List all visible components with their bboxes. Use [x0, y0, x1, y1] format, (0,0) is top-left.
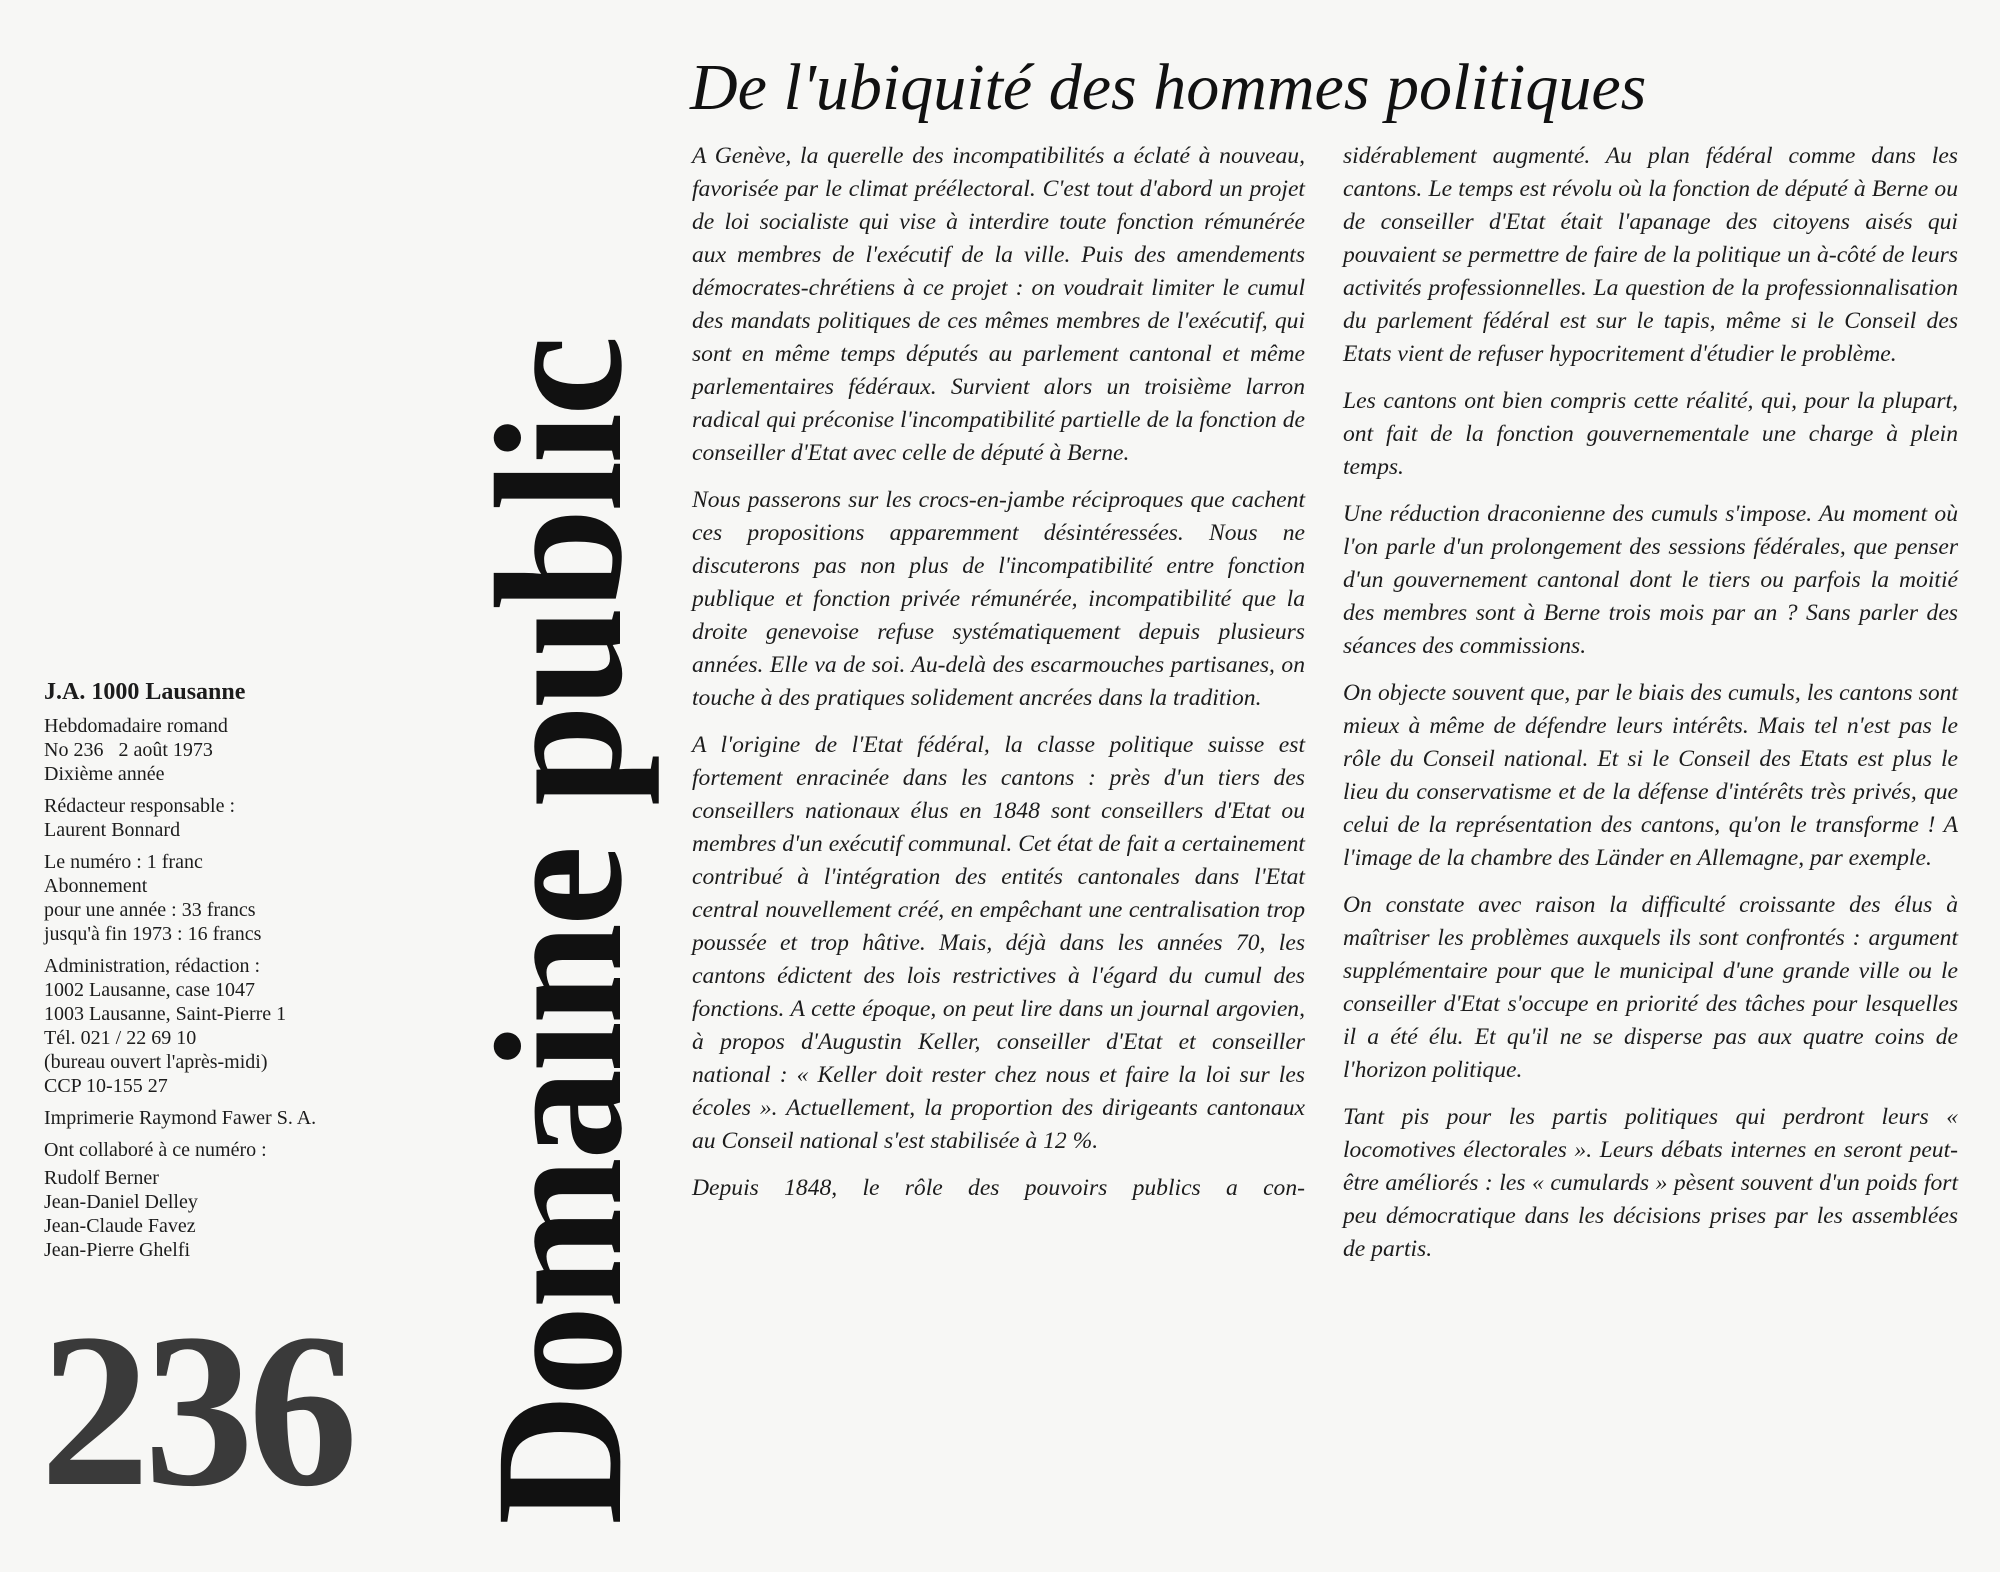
article-paragraph: On objecte souvent que, par le biais des cumuls, les cantons sont mieux à même de défendre leurs intérêts. Mais tel n'est pas le rôle du Conseil national. Et si le Conseil des Etats est plus le lieu du conservatisme et de la défense d'intérêts très privés, que celui de la représentation des cantons, qu'on le transforme ! A l'image de la chambre des Länder en Allemagne, par exemple. [1343, 680, 1958, 871]
printer-line: Imprimerie Raymond Fawer S. A. [44, 1107, 317, 1129]
contributor-name: Jean-Claude Favez [44, 1215, 196, 1237]
hours-line: (bureau ouvert l'après-midi) [44, 1051, 268, 1073]
phone-line: Tél. 021 / 22 69 10 [44, 1027, 197, 1049]
article-paragraph: On constate avec raison la difficulté croissante des élus à maîtriser les problèmes auxquels ils sont confrontés : argument supplémentaire pour que le municipal d'une grande ville ou le conseiller d'Etat s'occupe en priorité des tâches pour lesquelles il a été élu. Et qu'il ne se disperse pas aux quatre coins de l'horizon politique. [1343, 892, 1958, 1083]
article-column-1 [692, 140, 1305, 1219]
subscription-year: pour une année : 33 francs [44, 899, 256, 921]
issue-number: 236 [40, 1288, 352, 1532]
editor-info [44, 794, 424, 842]
contributor-name: Jean-Pierre Ghelfi [44, 1239, 191, 1261]
issue-info [44, 714, 424, 786]
article-headline: De l'ubiquité des hommes politiques [690, 51, 1647, 124]
contributor-name: Jean-Daniel Delley [44, 1191, 198, 1213]
ccp-line: CCP 10-155 27 [44, 1075, 168, 1097]
article-paragraph: Les cantons ont bien compris cette réalité, qui, pour la plupart, ont fait de la fonction gouvernementale une charge à plein temps. [1343, 388, 1958, 480]
editor-name: Laurent Bonnard [44, 819, 181, 841]
article-paragraph: A l'origine de l'Etat fédéral, la classe politique suisse est fortement enracinée dans les cantons : près d'un tiers des conseillers nationaux élus en 1848 sont conseillers d'Etat ou membres d'un exécutif communal. Cet état de fait a certainement contribué à l'intégration des entités cantonales dans l'Etat central nouvellement créé, en empêchant une centralisation trop poussée et trop hâtive. Mais, déjà dans les années 70, les cantons édictent des lois restrictives à l'égard du cumul des fonctions. A cette époque, on peut lire dans un journal argovien, à propos d'Augustin Keller, conseiller d'Etat et conseiller national : « Keller doit rester chez nous et faire la loi sur les écoles ». Actuellement, la proportion des dirigeants cantonaux au Conseil national s'est stabilisée à 12 %. [692, 732, 1305, 1154]
subscription-end: jusqu'à fin 1973 : 16 francs [44, 923, 262, 945]
article-paragraph: A Genève, la querelle des incompatibilités a éclaté à nouveau, favorisée par le climat préélectoral. C'est tout d'abord un projet de loi socialiste qui vise à interdire toute fonction rémunérée aux membres de l'exécutif de la ville. Puis des amendements démocrates-chrétiens à ce projet : on voudrait limiter le cumul des mandats politiques de ces mêmes membres de l'exécutif, qui sont en même temps députés au parlement cantonal et même parlementaires fédéraux. Survient alors un troisième larron radical qui préconise l'incompatibilité partielle de la fonction de conseiller d'Etat avec celle de député à Berne. [692, 143, 1305, 466]
contributors [44, 1138, 424, 1262]
colophon [44, 680, 424, 1270]
contributor-name: Rudolf Berner [44, 1167, 159, 1189]
admin-label: Administration, rédaction : [44, 955, 261, 977]
article-paragraph: sidérablement augmenté. Au plan fédéral comme dans les cantons. Le temps est révolu où la fonction de député à Berne ou de conseiller d'Etat était l'apanage des citoyens aisés qui pouvaient se permettre de faire de la politique un à-côté de leurs activités professionnelles. La question de la professionnalisation du parlement fédéral est sur le tapis, même si le Conseil des Etats vient de refuser hypocritement d'étudier le problème. [1343, 143, 1958, 367]
address-line: 1003 Lausanne, Saint-Pierre 1 [44, 1003, 287, 1025]
admin-info [44, 954, 424, 1098]
article-paragraph: Tant pis pour les partis politiques qui perdront leurs « locomotives électorales ». Leurs débats internes en seront peut-être améliorés : les « cumulards » pèsent souvent d'un poids fort peu démocratique dans les décisions prises par les assemblées de partis. [1343, 1104, 1958, 1262]
price-label: Le numéro : 1 franc [44, 851, 203, 873]
issue-date: No 236 2 août 1973 [44, 739, 213, 761]
article-paragraph: Depuis 1848, le rôle des pouvoirs publics a con- [692, 1175, 1305, 1201]
contributors-label: Ont collaboré à ce numéro : [44, 1139, 267, 1161]
masthead-title: Domaine public [459, 338, 660, 1525]
price-info [44, 850, 424, 946]
publication-line: J.A. 1000 Lausanne [44, 679, 246, 705]
weekly-label: Hebdomadaire romand [44, 715, 228, 737]
address-line: 1002 Lausanne, case 1047 [44, 979, 256, 1001]
article-paragraph: Une réduction draconienne des cumuls s'impose. Au moment où l'on parle d'un prolongement des sessions fédérales, que penser d'un gouvernement cantonal dont le tiers ou parfois la moitié des membres sont à Berne trois mois par an ? Sans parler des séances des commissions. [1343, 501, 1958, 659]
editor-label: Rédacteur responsable : [44, 795, 236, 817]
article-paragraph: Nous passerons sur les crocs-en-jambe réciproques que cachent ces propositions apparemment désintéressées. Nous ne discuterons pas non plus de l'incompatibilité entre fonction publique et fonction privée rémunérée, incompatibilité que la droite genevoise refuse systématiquement depuis plusieurs années. Elle va de soi. Au-delà des escarmouches partisanes, on touche à des pratiques solidement ancrées dans la tradition. [692, 487, 1305, 711]
year-label: Dixième année [44, 763, 165, 785]
article-column-2 [1343, 140, 1958, 1280]
subscription-label: Abonnement [44, 875, 148, 897]
